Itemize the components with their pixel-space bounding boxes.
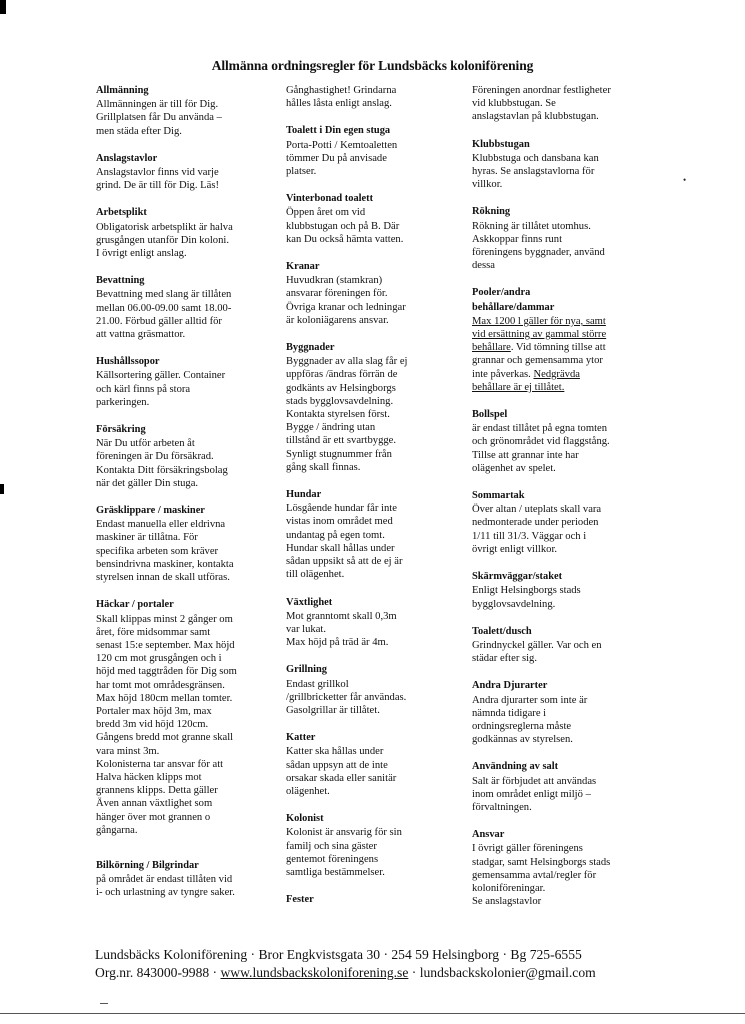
rule-line: grannens klipps. Detta gäller [96,785,218,797]
rule-line: mellan 06.00-09.00 samt 18.00- [96,302,232,314]
rule-line: Askkoppar finns runt [472,233,563,245]
rule-section-toalett-dusch [472,625,640,666]
rule-line: Kolonisterna tar ansvar för att [96,758,224,770]
rule-line: nämnda tidigare i [472,707,547,719]
rule-text: inte påverkas. [472,368,534,380]
rule-line: Max höjd på träd är 4m. [286,637,389,649]
rule-section-allmanning [96,84,268,138]
rule-line [472,368,640,381]
rule-section-anvandning-av-salt [472,760,640,814]
rule-line: inom området enligt miljö – [472,788,591,800]
rule-section-kranar [286,260,454,327]
footer-contact [95,964,596,982]
rule-line: hänger över mot grannen o [96,811,211,823]
rule-line: senast 15:e september. Max höjd [96,639,235,651]
rule-section-arbetsplikt [96,206,268,260]
rule-line: I övrigt enligt anslag. [96,248,187,260]
section-heading: Bevattning [96,275,145,287]
rule-line: hyras. Se anslagstavlorna för [472,166,595,178]
rule-section-hackar-portaler [96,598,268,837]
rule-line: Över altan / uteplats skall vara [472,504,602,516]
rule-line: är endast tillåtet på egna tomten [472,423,608,435]
section-heading: Kolonist [286,813,324,825]
rule-section-vinterbonad-toalett [286,192,454,246]
rule-line: I övrigt gäller föreningens [472,843,583,855]
rule-line: Kontakta Ditt försäkringsbolag [96,464,228,476]
rule-line: gångarna. [96,824,138,836]
rule-line: 120 cm mot grusgången och i [96,653,222,665]
rule-line: villkor. [472,179,503,191]
rule-line: året, före midsommar samt [96,626,211,638]
section-heading: Hundar [286,489,322,501]
rule-line: klubbstugan och på B. Där [286,220,400,232]
rule-text-underlined: Nedgrävda [533,368,580,380]
rule-text-underlined: behållare [472,342,511,354]
section-heading: Bilkörning / Bilgrindar [96,859,199,871]
rule-line: Grillplatsen får Du använda – [96,112,222,124]
rule-line: 1/11 till 31/3. Väggar och i [472,530,587,542]
rule-line: Källsortering gäller. Container [96,370,226,382]
rule-line: tömmer Du på anvisade [286,152,387,164]
rules-column-3 [472,84,640,922]
rule-section-vaxtlighet [286,596,454,650]
rule-line: Portaler max höjd 3m, max [96,705,212,717]
scan-speck: • [683,175,687,185]
rule-line: /grillbricketter får användas. [286,691,407,703]
rule-line: Kontakta styrelsen först. [286,409,390,421]
rule-line: Övriga kranar och ledningar [286,301,406,313]
rule-section-hushallssopor [96,355,268,409]
rule-line: ordningsreglerna måste [472,720,572,732]
footer [95,946,596,982]
rule-section-bollspel [472,408,640,475]
footer-address: Lundsbäcks Koloniförening · Bror Engkvistsgata 30 · 254 59 Helsingborg · Bg 725-6555 [95,947,582,962]
rule-section-anslagstavlor [96,152,268,193]
section-heading: Pooler/andra [472,287,531,299]
rule-section-kolonist [286,812,454,879]
section-heading: behållare/dammar [472,301,555,313]
rule-line: Andra djurarter som inte är [472,694,588,706]
rule-section-andra-djurarter [472,679,640,746]
website-link[interactable]: www.lundsbackskoloniforening.se [220,965,409,980]
rule-section-grasklippare-maskiner [96,504,268,584]
section-heading: Andra Djurarter [472,680,548,692]
rule-section-fester [286,893,454,906]
rule-section-hundar [286,488,454,581]
rule-line: Gångens bredd mot granne skall [96,732,234,744]
rule-line: olägenhet. [286,785,330,797]
rule-line: ansvarar föreningen för. [286,288,388,300]
footer-email: · lundsbackskolonier@gmail.com [408,965,596,980]
rule-line: på området är endast tillåten vid [96,874,233,886]
rule-line: dessa [472,260,495,272]
rule-line: Grindnyckel gäller. Var och en [472,639,602,651]
rule-section-bilkorning-bilgrindar [96,859,268,900]
section-heading: Skärmväggar/staket [472,571,563,583]
rule-line [472,341,640,354]
rule-line: grusgången utanför Din koloni. [96,234,229,246]
rule-line: grannar och gemensamma ytor [472,355,603,367]
scan-edge-mark [0,0,6,14]
rule-line: specifika arbeten som kräver [96,545,219,557]
section-heading: Fester [286,894,314,906]
rule-line: Halva häcken klipps mot [96,771,202,783]
section-heading: Vinterbonad toalett [286,193,374,205]
rule-line: Byggnader av alla slag får ej [286,356,408,368]
rule-section-grillning [286,663,454,717]
rule-line: 21.00. Förbud gäller alltid för [96,315,222,327]
rule-line: Rökning är tillåtet utomhus. [472,220,591,232]
rule-line: Skall klippas minst 2 gånger om [96,613,233,625]
rule-line: Bygge / ändring utan [286,422,376,434]
section-heading: Byggnader [286,342,335,354]
rule-line: kan Du också hämta vatten. [286,233,404,245]
section-heading: Användning av salt [472,761,559,773]
rule-section-rokning [472,205,640,272]
document-title: Allmänna ordningsregler för Lundsbäcks koloniförening [211,58,534,73]
rule-line: undantag på egen tomt. [286,529,385,541]
rule-line: vid klubbstugan. Se [472,98,556,110]
rule-line: gemensamma avtal/regler för [472,869,597,881]
rule-line: men städa efter Dig. [96,125,182,137]
rule-section-section [286,84,454,110]
rule-line: att vattna gräsmattor. [96,329,186,341]
rule-line: föreningens byggnader, använd [472,247,605,259]
rule-line: stadgar, samt Helsingborgs stads [472,856,611,868]
rule-line: Föreningen anordnar festligheter [472,85,611,96]
rule-line: och kärl finns på stora [96,383,191,395]
rule-line: och grönområdet vid flaggstång. [472,436,610,448]
rule-line: till olägenhet. [286,569,345,581]
rule-line: är koloniägarens ansvar. [286,314,389,326]
rule-line: föreningen är Du försäkrad. [96,451,214,463]
section-heading: Gräsklippare / maskiner [96,505,205,517]
rule-line: Även annan växtlighet som [96,798,213,810]
rule-line: Gånghastighet! Grindarna [286,85,397,96]
rule-line: När Du utför arbeten åt [96,438,195,450]
section-heading: Anslagstavlor [96,152,158,164]
section-heading: Sommartak [472,490,525,502]
rule-line: styrelsen innan de skall utföras. [96,572,230,584]
rule-line: Kolonist är ansvarig för sin [286,827,402,839]
scan-edge-mark [0,484,4,494]
rule-line: Lösgående hundar får inte [286,503,397,515]
section-heading: Toalett/dusch [472,625,532,637]
rule-line: Mot granntomt skall 0,3m [286,610,397,622]
rule-section-katter [286,731,454,798]
rule-line: tillstånd är ett svartbygge. [286,435,397,447]
rule-line: parkeringen. [96,396,150,408]
rule-line: uppföras /ändras förrän de [286,369,398,381]
rule-line: sådan uppsyn att de inte [286,759,388,771]
rule-line: nedmonterade under perioden [472,517,599,529]
rule-line: stads bygglovsavdelning. [286,395,394,407]
section-heading: Bollspel [472,409,508,421]
rule-line: gentemot föreningens [286,853,379,865]
rule-section-skarmvaggar-staket [472,570,640,611]
rule-line: Porta-Potti / Kemtoaletten [286,139,398,151]
rule-line: i- och urlastning av tyngre saker. [96,887,235,899]
rule-line: godkännas av styrelsen. [472,734,573,746]
rule-text: . Vid tömning tillse att [510,342,606,354]
rule-section-ansvar [472,828,640,908]
rule-line: Allmänningen är till för Dig. [96,99,219,111]
rule-line: vara minst 3m. [96,745,160,757]
section-heading: Ansvar [472,829,505,841]
rule-section-forsakring [96,423,268,490]
rule-line: Huvudkran (stamkran) [286,275,383,287]
rule-line: städar efter sig. [472,653,538,665]
rule-line: anslagstavlan på klubbstugan. [472,111,599,123]
rule-line: Enligt Helsingborgs stads [472,585,581,597]
rule-line: Obligatorisk arbetsplikt är halva [96,221,233,233]
rule-section-bevattning [96,274,268,341]
section-heading: Arbetsplikt [96,207,147,219]
rule-line: Katter ska hållas under [286,746,384,758]
rule-line: orsakar skada eller sanitär [286,772,397,784]
rule-line: hålles låsta enligt anslag. [286,98,392,110]
rule-section-toalett-i-din-egen-stuga [286,124,454,178]
rule-line: övrigt enligt villkor. [472,543,558,555]
rule-line: vid ersättning av gammal större [472,329,607,341]
rule-line: grind. De är till för Dig. Läs! [96,180,219,192]
rule-line: Hundar skall hållas under [286,542,395,554]
rule-line: godkänts av Helsingborgs [286,382,396,394]
rule-line: bensindrivna maskiner, kontakta [96,558,234,570]
rule-line: Anslagstavlor finns vid varje [96,167,219,179]
rules-column-2 [286,84,454,920]
rule-line: koloniföreningar. [472,882,546,894]
rule-line: Endast grillkol [286,678,349,690]
section-heading: Toalett i Din egen stuga [286,125,391,137]
rule-line: när det gäller Din stuga. [96,477,199,489]
rule-line: har tomt mot områdesgränsen. [96,679,225,691]
rule-line: höjd med taggtråden för Dig som [96,666,237,678]
rule-line: olägenhet av spelet. [472,462,556,474]
rules-column-1 [96,84,268,914]
section-heading: Klubbstugan [472,138,530,150]
rule-line: Synligt stugnummer från [286,448,392,460]
rule-line: maskiner är tillåtna. För [96,532,198,544]
rule-section-byggnader [286,341,454,474]
rule-line: Bevattning med slang är tillåten [96,289,232,301]
section-heading: Grillning [286,664,327,676]
section-heading: Växtlighet [286,596,333,608]
rule-section-klubbstugan [472,138,640,192]
rule-line: Klubbstuga och dansbana kan [472,152,599,164]
rule-line: förvaltningen. [472,801,532,813]
rule-line: sådan uppsikt så att de ej är [286,556,403,568]
section-heading: Rökning [472,206,511,218]
bottom-rule [0,1013,745,1014]
rule-section-pooler-andra-behallare-dammar [472,286,640,394]
rule-section-sommartak [472,489,640,556]
rule-line: samtliga bestämmelser. [286,866,385,878]
section-heading: Försäkring [96,424,146,436]
rule-line: var lukat. [286,623,327,635]
rule-line: Max 1200 l gäller för nya, samt [472,315,606,327]
section-heading: Hushållssopor [96,356,160,368]
rule-line: Max höjd 180cm mellan tomter. [96,692,233,704]
section-heading: Katter [286,732,316,744]
rule-line: gång skall finnas. [286,461,361,473]
rule-line: Öppen året om vid [286,207,366,219]
rule-line: Se anslagstavlor [472,896,542,908]
section-heading: Kranar [286,261,320,273]
scan-line [100,1003,108,1004]
rule-line: bredd 3m vid höjd 120cm. [96,719,209,731]
rule-line: bygglovsavdelning. [472,598,556,610]
rule-line: Salt är förbjudet att användas [472,775,597,787]
section-heading: Allmänning [96,85,149,96]
rule-line: Endast manuella eller eldrivna [96,519,226,531]
rule-line: Tillse att grannar inte har [472,449,579,461]
footer-orgnr: Org.nr. 843000-9988 · [95,965,221,980]
rule-line: behållare är ej tillåtet. [472,381,565,393]
rule-line: vistas inom området med [286,516,393,528]
rule-line: familj och sina gäster [286,840,377,852]
section-heading: Häckar / portaler [96,599,174,611]
rule-line: platser. [286,166,317,178]
rule-line: Gasolgrillar är tillåtet. [286,704,380,716]
rule-section-section [472,84,640,124]
